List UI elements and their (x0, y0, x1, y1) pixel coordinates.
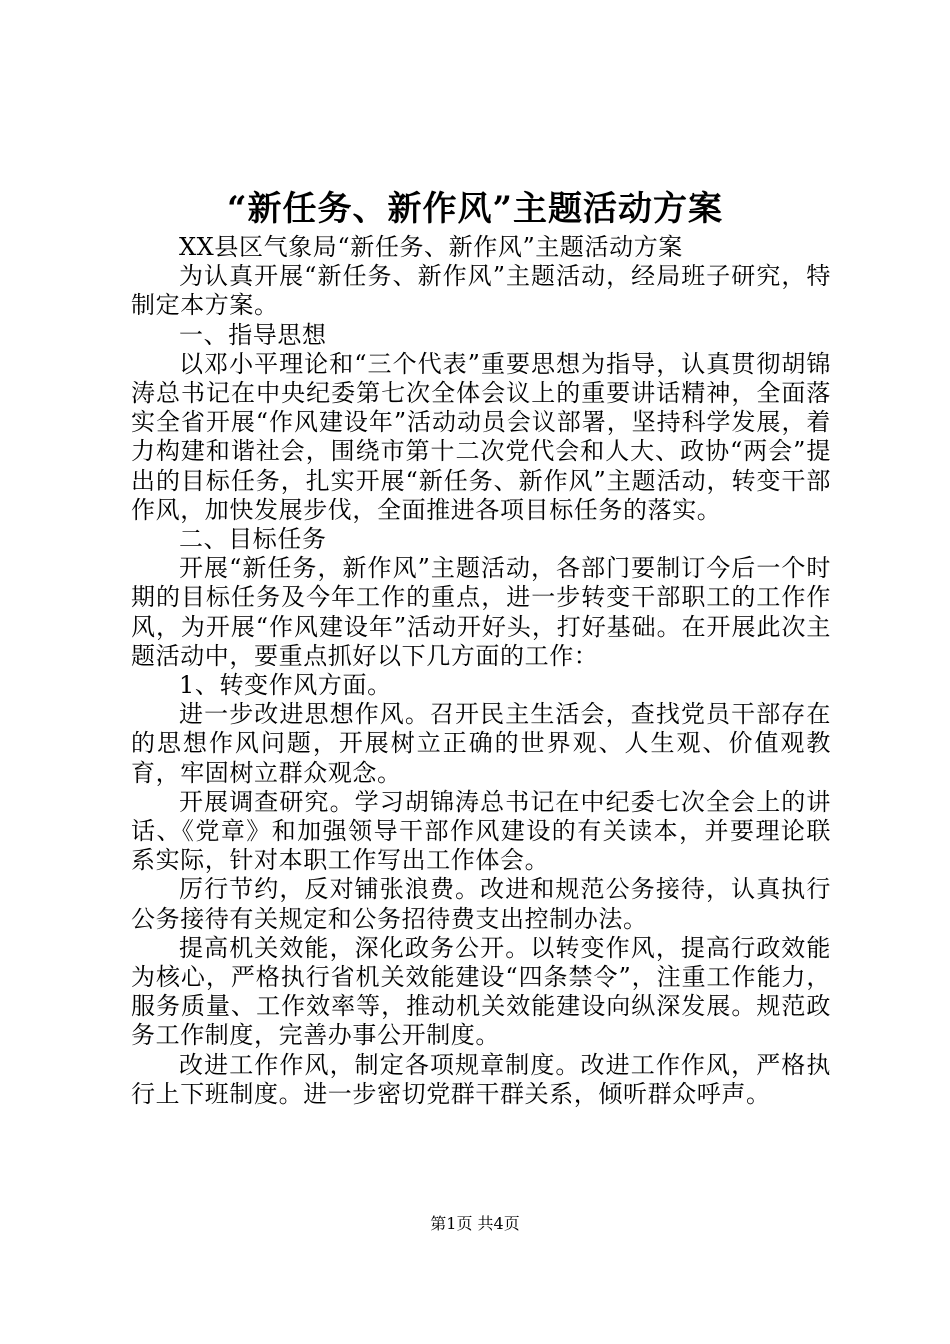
subsection-heading-style-change: 1、转变作风方面。 (179, 671, 392, 700)
document-title: “新任务、新作风”主题活动方案 (226, 189, 724, 229)
paragraph-heading-line: XX县区气象局“新任务、新作风”主题活动方案 (179, 233, 683, 261)
paragraph-thought-style: 进一步改进思想作风。召开民主生活会，查找党员干部存在的思想作风问题，开展树立正确的世界观、人生观、价值观教育，牢固树立群众观念。 (131, 700, 831, 787)
paragraph-research: 开展调查研究。学习胡锦涛总书记在中纪委七次全会上的讲话、《党章》和加强领导干部作风建设的有关读本，并要理论联系实际，针对本职工作写出工作体会。 (131, 787, 831, 875)
document-body (131, 233, 831, 1109)
paragraph-work-style: 改进工作作风，制定各项规章制度。改进工作作风，严格执行上下班制度。进一步密切党群干群关系，倾听群众呼声。 (131, 1050, 831, 1108)
section-heading-guiding-ideology: 一、指导思想 (179, 320, 327, 349)
paragraph-efficiency: 提高机关效能，深化政务公开。以转变作风，提高行政效能为核心，严格执行省机关效能建设“四条禁令”，注重工作能力，服务质量、工作效率等，推动机关效能建设向纵深发展。规范政务工作制度，完善办事公开制度。 (131, 933, 831, 1050)
paragraph-intro: 为认真开展“新任务、新作风”主题活动，经局班子研究，特制定本方案。 (131, 262, 831, 320)
paragraph-guiding-ideology: 以邓小平理论和“三个代表”重要思想为指导，认真贯彻胡锦涛总书记在中央纪委第七次全体会议上的重要讲话精神，全面落实全省开展“作风建设年”活动动员会议部署，坚持科学发展，着力构建和谐社会，围绕市第十二次党代会和人大、政协“两会”提出的目标任务，扎实开展“新任务、新作风”主题活动，转变干部作风，加快发展步伐，全面推进各项目标任务的落实。 (131, 349, 831, 524)
section-heading-objectives: 二、目标任务 (179, 525, 327, 554)
paragraph-objectives: 开展“新任务，新作风”主题活动，各部门要制订今后一个时期的目标任务及今年工作的重点，进一步转变干部职工的工作作风，为开展“作风建设年”活动开好头，打好基础。在开展此次主题活动中，要重点抓好以下几方面的工作： (131, 554, 831, 670)
paragraph-frugality: 厉行节约，反对铺张浪费。改进和规范公务接待，认真执行公务接待有关规定和公务招待费支出控制办法。 (131, 875, 831, 933)
page-indicator: 第1页 共4页 (430, 1214, 520, 1233)
